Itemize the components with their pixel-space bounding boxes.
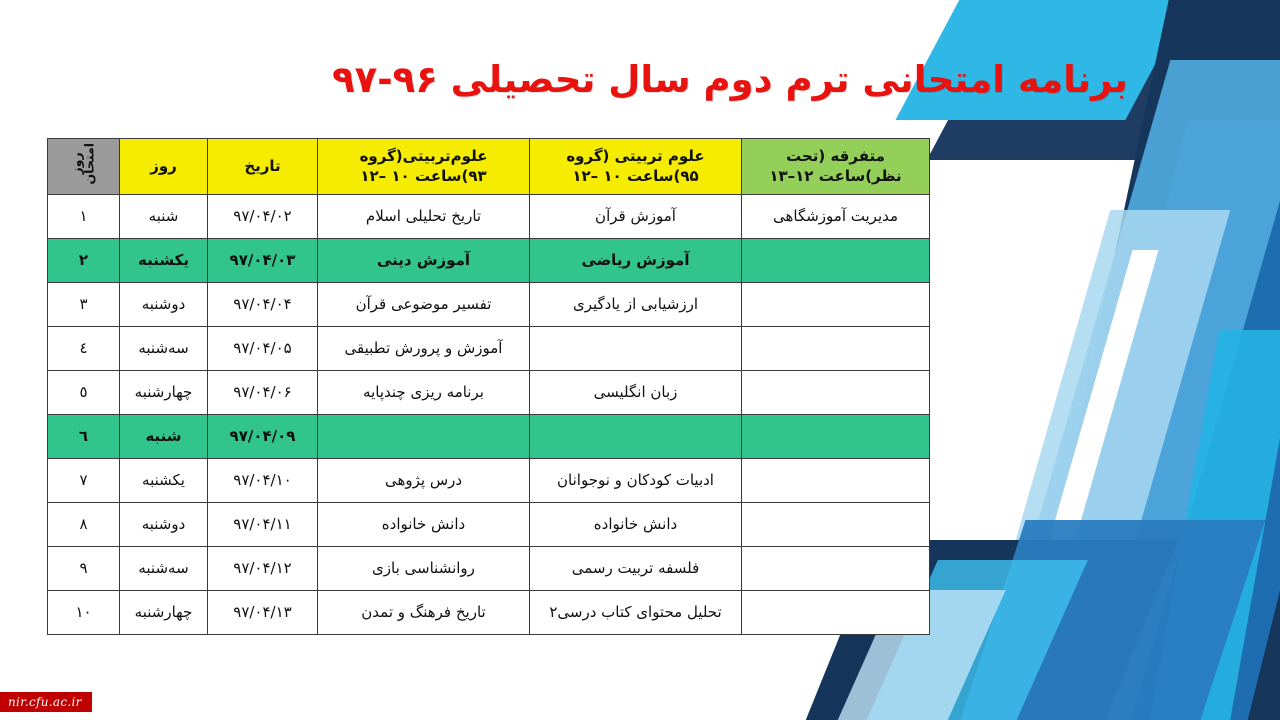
cell-misc	[742, 238, 930, 282]
cell-date: ۹۷/۰۴/۰۹	[208, 414, 318, 458]
cell-day: چهارشنبه	[120, 370, 208, 414]
table-row	[48, 238, 930, 282]
table-row	[48, 546, 930, 590]
column-header-exam-day: روز امتحان	[48, 139, 120, 195]
cell-day: دوشنبه	[120, 502, 208, 546]
cell-group95: ادبیات کودکان و نوجوانان	[530, 458, 742, 502]
column-header-misc: متفرقه (تحت نظر)ساعت ۱۲–۱۳	[742, 139, 930, 195]
cell-date: ۹۷/۰۴/۱۳	[208, 590, 318, 634]
table-header-row	[48, 139, 930, 195]
cell-date: ۹۷/۰۴/۰۴	[208, 282, 318, 326]
cell-date: ۹۷/۰۴/۱۱	[208, 502, 318, 546]
cell-misc	[742, 590, 930, 634]
cell-date: ۹۷/۰۴/۰۵	[208, 326, 318, 370]
cell-misc	[742, 502, 930, 546]
cell-exam-day: ۱	[48, 194, 120, 238]
column-header-day: روز	[120, 139, 208, 195]
cell-group95: دانش خانواده	[530, 502, 742, 546]
cell-date: ۹۷/۰۴/۰۲	[208, 194, 318, 238]
table-row	[48, 458, 930, 502]
cell-day: چهارشنبه	[120, 590, 208, 634]
cell-exam-day: ۲	[48, 238, 120, 282]
page-title: برنامه امتحانی ترم دوم سال تحصیلی ۹۶-۹۷	[332, 58, 1128, 101]
cell-misc	[742, 326, 930, 370]
cell-exam-day: ٦	[48, 414, 120, 458]
cell-day: شنبه	[120, 414, 208, 458]
cell-day: سه‌شنبه	[120, 326, 208, 370]
cell-misc: مدیریت آموزشگاهی	[742, 194, 930, 238]
cell-group93: تفسیر موضوعی قرآن	[318, 282, 530, 326]
column-header-date: تاریخ	[208, 139, 318, 195]
cell-day: دوشنبه	[120, 282, 208, 326]
cell-group93: تاریخ فرهنگ و تمدن	[318, 590, 530, 634]
cell-group93: دانش خانواده	[318, 502, 530, 546]
cell-day: شنبه	[120, 194, 208, 238]
cell-exam-day: ٥	[48, 370, 120, 414]
table-row	[48, 194, 930, 238]
column-header-group93: علوم‌تربیتی(گروه ۹۳)ساعت ۱۰ –۱۲	[318, 139, 530, 195]
cell-group93: درس پژوهی	[318, 458, 530, 502]
cell-exam-day: ۱۰	[48, 590, 120, 634]
cell-date: ۹۷/۰۴/۱۰	[208, 458, 318, 502]
table-row	[48, 414, 930, 458]
cell-group95: فلسفه تربیت رسمی	[530, 546, 742, 590]
cell-exam-day: ٤	[48, 326, 120, 370]
table-body	[48, 194, 930, 634]
cell-day: یکشنبه	[120, 458, 208, 502]
exam-schedule-table-wrapper	[48, 138, 930, 635]
footer-url[interactable]: nir.cfu.ac.ir	[0, 692, 92, 712]
cell-group93: تاریخ تحلیلی اسلام	[318, 194, 530, 238]
cell-day: یکشنبه	[120, 238, 208, 282]
cell-group93: آموزش دینی	[318, 238, 530, 282]
cell-date: ۹۷/۰۴/۰۶	[208, 370, 318, 414]
cell-group95: زبان انگلیسی	[530, 370, 742, 414]
cell-date: ۹۷/۰۴/۰۳	[208, 238, 318, 282]
cell-date: ۹۷/۰۴/۱۲	[208, 546, 318, 590]
cell-group95	[530, 326, 742, 370]
table-row	[48, 502, 930, 546]
table-row	[48, 590, 930, 634]
cell-group95: تحلیل محتوای کتاب درسی۲	[530, 590, 742, 634]
cell-misc	[742, 458, 930, 502]
table-row	[48, 326, 930, 370]
cell-exam-day: ۳	[48, 282, 120, 326]
table-row	[48, 282, 930, 326]
cell-group93: آموزش و پرورش تطبیقی	[318, 326, 530, 370]
cell-group95: آموزش قرآن	[530, 194, 742, 238]
cell-group93: برنامه ریزی چندپایه	[318, 370, 530, 414]
cell-misc	[742, 282, 930, 326]
cell-exam-day: ۹	[48, 546, 120, 590]
cell-day: سه‌شنبه	[120, 546, 208, 590]
cell-group93: روانشناسی بازی	[318, 546, 530, 590]
cell-exam-day: ۷	[48, 458, 120, 502]
cell-misc	[742, 414, 930, 458]
cell-group93	[318, 414, 530, 458]
cell-group95: ارزشیابی از یادگیری	[530, 282, 742, 326]
table-row	[48, 370, 930, 414]
cell-misc	[742, 370, 930, 414]
exam-schedule-table	[47, 138, 930, 635]
cell-group95	[530, 414, 742, 458]
column-header-group95: علوم تربیتی (گروه ۹۵)ساعت ۱۰ –۱۲	[530, 139, 742, 195]
cell-misc	[742, 546, 930, 590]
cell-exam-day: ۸	[48, 502, 120, 546]
cell-group95: آموزش ریاضی	[530, 238, 742, 282]
